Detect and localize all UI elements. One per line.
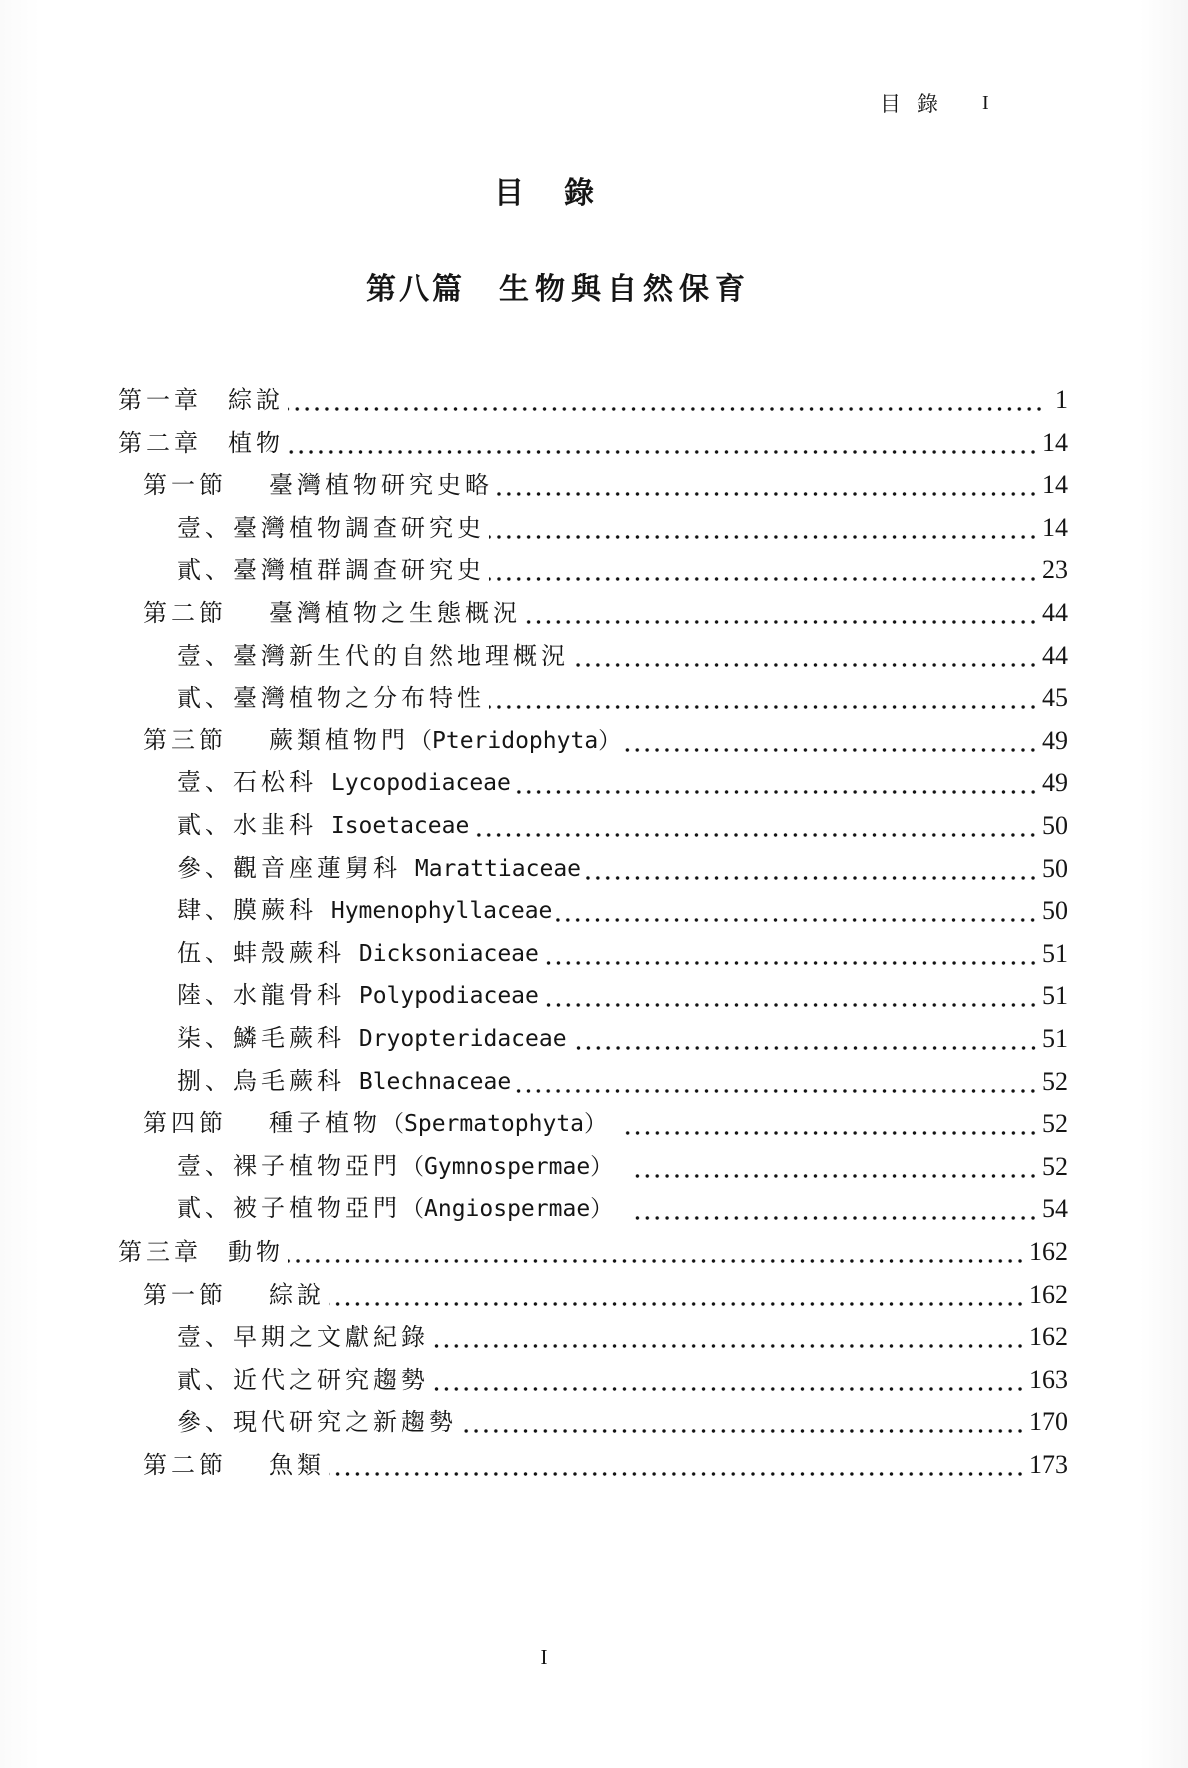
toc-entry-number: 第一節: [143, 1280, 227, 1309]
toc-entry-item[interactable]: [177, 1315, 1068, 1359]
toc-entry-page-number: 44: [1040, 591, 1068, 635]
part-number: 第八篇: [366, 272, 465, 307]
toc-entry-page-number: 1: [1046, 378, 1068, 422]
toc-entry-item[interactable]: [177, 548, 1068, 592]
toc-entry-title: 蕨類植物門: [269, 725, 409, 754]
running-header: [880, 86, 1020, 120]
toc-entry-page-number: 162: [1027, 1315, 1068, 1359]
dot-leader: [583, 847, 1040, 891]
toc-entry-item[interactable]: [177, 761, 1068, 805]
toc-entry-label: [177, 846, 583, 891]
toc-entry-section[interactable]: [143, 1443, 1068, 1487]
toc-entry-title: 植物: [228, 428, 284, 457]
toc-entry-latin-name: （Gymnospermae）: [401, 1153, 628, 1180]
dot-leader: [487, 548, 1040, 592]
dot-leader: [286, 378, 1046, 422]
toc-entry-page-number: 162: [1027, 1230, 1068, 1274]
toc-entry-page-number: 50: [1040, 889, 1068, 933]
toc-entry-title: 現代研究之新趨勢: [233, 1408, 457, 1437]
toc-entry-number: 第四節: [143, 1109, 227, 1138]
dot-leader: [286, 421, 1040, 465]
toc-entry-title: 烏毛蕨科: [233, 1066, 345, 1095]
toc-entry-number: 第一節: [143, 471, 227, 500]
toc-entry-title: 觀音座蓮舅科: [233, 853, 401, 882]
toc-entry-latin-name: （Pteridophyta）: [409, 727, 622, 754]
toc-entry-title: 水龍骨科: [233, 981, 345, 1010]
toc-entry-label: [177, 1059, 513, 1104]
dot-leader: [571, 634, 1040, 678]
toc-entry-page-number: 14: [1040, 463, 1068, 507]
toc-entry-label: [143, 1273, 327, 1317]
toc-entry-number: 肆、: [177, 896, 233, 925]
toc-entry-number: 壹、: [177, 641, 233, 670]
toc-entry-section[interactable]: [143, 463, 1068, 507]
toc-entry-number: 捌、: [177, 1066, 233, 1095]
toc-entry-number: 壹、: [177, 1323, 233, 1352]
toc-entry-title: 魚類: [269, 1451, 325, 1479]
toc-entry-latin-name: Isoetaceae: [317, 813, 470, 839]
toc-entry-title: 綜說: [228, 386, 284, 414]
toc-entry-title: 被子植物亞門: [233, 1194, 401, 1223]
dot-leader: [629, 1187, 1040, 1231]
toc-entry-number: 參、: [177, 1408, 233, 1437]
dot-leader: [471, 804, 1040, 848]
toc-entry-label: [177, 506, 487, 550]
toc-entry-item[interactable]: [177, 506, 1068, 550]
toc-entry-label: [143, 1101, 623, 1146]
toc-entry-title: 臺灣植物研究史略: [269, 471, 493, 500]
toc-entry-label: [118, 378, 286, 422]
dot-leader: [513, 761, 1040, 805]
toc-entry-title: 臺灣植物調查研究史: [233, 513, 485, 542]
toc-entry-number: 伍、: [177, 938, 233, 967]
dot-leader: [523, 591, 1040, 635]
toc-entry-latin-name: Lycopodiaceae: [317, 770, 511, 797]
dot-leader: [629, 1145, 1040, 1189]
dot-leader: [554, 889, 1040, 933]
toc-entry-latin-name: Blechnaceae: [345, 1068, 512, 1095]
toc-entry-number: 壹、: [177, 768, 233, 797]
toc-entry-title: 裸子植物亞門: [233, 1151, 401, 1180]
toc-entry-item[interactable]: [177, 1017, 1068, 1061]
toc-entry-page-number: 52: [1040, 1145, 1068, 1189]
toc-entry-label: [177, 760, 513, 805]
toc-heading: 目錄: [494, 176, 634, 211]
toc-entry-label: [143, 463, 495, 507]
toc-entry-label: [143, 591, 523, 635]
toc-entry-label: [177, 634, 571, 678]
toc-entry-title: 石松科: [233, 768, 317, 797]
toc-entry-label: [177, 548, 487, 592]
toc-entry-page-number: 52: [1040, 1102, 1068, 1146]
toc-entry-number: 壹、: [177, 513, 233, 542]
toc-entry-label: [177, 973, 541, 1018]
dot-leader: [327, 1443, 1027, 1487]
toc-entry-label: [143, 1443, 327, 1487]
toc-entry-page-number: 51: [1040, 974, 1068, 1018]
toc-entry-label: [177, 931, 541, 976]
toc-entry-item[interactable]: [177, 1187, 1068, 1231]
toc-entry-number: 貳、: [177, 1194, 233, 1223]
running-header-page-number: I: [982, 91, 989, 114]
dot-leader: [431, 1358, 1027, 1402]
toc-entry-label: [177, 1400, 459, 1444]
toc-entry-latin-name: Dryopteridaceae: [345, 1026, 567, 1052]
dot-leader: [569, 1017, 1040, 1061]
toc-entry-chapter[interactable]: [118, 421, 1068, 465]
toc-entry-page-number: 173: [1027, 1443, 1068, 1487]
toc-entry-number: 貳、: [177, 1365, 233, 1394]
toc-entry-page-number: 163: [1027, 1358, 1068, 1402]
toc-entry-label: [118, 1230, 286, 1274]
toc-entry-number: 壹、: [177, 1151, 233, 1180]
toc-entry-section[interactable]: [143, 1273, 1068, 1317]
toc-entry-page-number: 51: [1040, 1017, 1068, 1061]
toc-entry-label: [177, 888, 554, 933]
toc-entry-page-number: 49: [1040, 719, 1068, 763]
toc-entry-chapter[interactable]: [118, 378, 1068, 422]
toc-entry-page-number: 14: [1040, 421, 1068, 465]
toc-entry-chapter[interactable]: [118, 1230, 1068, 1274]
toc-entry-item[interactable]: [177, 634, 1068, 678]
toc-entry-page-number: 52: [1040, 1060, 1068, 1104]
toc-entry-number: 參、: [177, 853, 233, 882]
toc-entry-item[interactable]: [177, 974, 1068, 1018]
toc-entry-item[interactable]: [177, 932, 1068, 976]
running-header-title: 目錄: [880, 92, 954, 116]
toc-entry-number: 第一章: [118, 386, 202, 414]
toc-entry-page-number: 162: [1027, 1273, 1068, 1317]
part-name: 生物與自然保育: [499, 272, 751, 307]
dot-leader: [286, 1230, 1027, 1274]
toc-entry-title: 臺灣植群調查研究史: [233, 556, 485, 585]
toc-entry-page-number: 54: [1040, 1187, 1068, 1231]
toc-entry-label: [177, 1315, 431, 1359]
toc-entry-number: 第三節: [143, 725, 227, 754]
toc-entry-title: 蚌殼蕨科: [233, 938, 345, 967]
toc-entry-title: 臺灣植物之生態概況: [269, 599, 521, 627]
toc-entry-label: [177, 1358, 431, 1402]
toc-entry-item[interactable]: [177, 676, 1068, 720]
dot-leader: [487, 506, 1040, 550]
toc-entry-number: 第二節: [143, 599, 227, 627]
toc-entry-title: 綜說: [269, 1280, 325, 1309]
toc-entry-item[interactable]: [177, 1358, 1068, 1402]
toc-entry-number: 陸、: [177, 981, 233, 1010]
dot-leader: [623, 719, 1040, 763]
toc-entry-page-number: 45: [1040, 676, 1068, 720]
dot-leader: [623, 1102, 1040, 1146]
toc-entry-latin-name: （Spermatophyta）: [381, 1111, 621, 1138]
toc-entry-label: [177, 676, 487, 720]
toc-entry-page-number: 51: [1040, 932, 1068, 976]
dot-leader: [495, 463, 1040, 507]
toc-entry-title: 近代之研究趨勢: [233, 1365, 429, 1394]
toc-entry-item[interactable]: [177, 1060, 1068, 1104]
toc-entry-title: 臺灣植物之分布特性: [233, 684, 485, 713]
toc-entry-section[interactable]: [143, 591, 1068, 635]
toc-entry-title: 膜蕨科: [233, 896, 317, 925]
toc-entry-item[interactable]: [177, 804, 1068, 848]
toc-entry-number: 第二章: [118, 428, 202, 457]
toc-entry-latin-name: Dicksoniaceae: [345, 940, 539, 967]
toc-entry-title: 臺灣新生代的自然地理概況: [233, 641, 569, 670]
toc-entry-label: [177, 1016, 569, 1061]
dot-leader: [513, 1060, 1040, 1104]
toc-entry-section[interactable]: [143, 719, 1068, 763]
dot-leader: [459, 1400, 1027, 1444]
dot-leader: [431, 1315, 1027, 1359]
toc-entry-title: 種子植物: [269, 1109, 381, 1138]
toc-entry-label: [177, 1186, 629, 1231]
toc-entry-latin-name: Hymenophyllaceae: [317, 898, 553, 925]
dot-leader: [541, 932, 1040, 976]
toc-entry-label: [177, 803, 471, 848]
toc-entry-number: 第二節: [143, 1451, 227, 1479]
part-heading: [366, 264, 751, 308]
toc-entry-label: [118, 421, 286, 465]
toc-entry-number: 貳、: [177, 811, 233, 839]
toc-entry-page-number: 170: [1027, 1400, 1068, 1444]
toc-entry-item[interactable]: [177, 889, 1068, 933]
dot-leader: [541, 974, 1040, 1018]
toc-entry-number: 柒、: [177, 1024, 233, 1052]
toc-entry-item[interactable]: [177, 1145, 1068, 1189]
toc-entry-number: 貳、: [177, 556, 233, 585]
toc-entry-page-number: 14: [1040, 506, 1068, 550]
toc-entry-page-number: 44: [1040, 634, 1068, 678]
toc-entry-latin-name: （Angiospermae）: [401, 1196, 628, 1223]
toc-entry-latin-name: Polypodiaceae: [345, 983, 539, 1010]
toc-entry-item[interactable]: [177, 847, 1068, 891]
toc-entry-number: 貳、: [177, 684, 233, 713]
dot-leader: [487, 676, 1040, 720]
toc-entry-title: 水韭科: [233, 811, 317, 839]
page-footer-number: I: [540, 1645, 548, 1669]
toc-entry-latin-name: Marattiaceae: [401, 855, 582, 882]
dot-leader: [327, 1273, 1027, 1317]
toc-entry-label: [177, 1144, 629, 1189]
toc-entry-number: 第三章: [118, 1238, 202, 1266]
toc-entry-label: [143, 718, 623, 763]
toc-entry-page-number: 50: [1040, 804, 1068, 848]
toc-entry-title: 動物: [228, 1238, 284, 1266]
toc-entry-title: 鱗毛蕨科: [233, 1024, 345, 1052]
toc-entry-section[interactable]: [143, 1102, 1068, 1146]
toc-entry-page-number: 23: [1040, 548, 1068, 592]
toc-entry-page-number: 49: [1040, 761, 1068, 805]
toc-entry-item[interactable]: [177, 1400, 1068, 1444]
toc-entry-title: 早期之文獻紀錄: [233, 1323, 429, 1352]
toc-entry-page-number: 50: [1040, 847, 1068, 891]
